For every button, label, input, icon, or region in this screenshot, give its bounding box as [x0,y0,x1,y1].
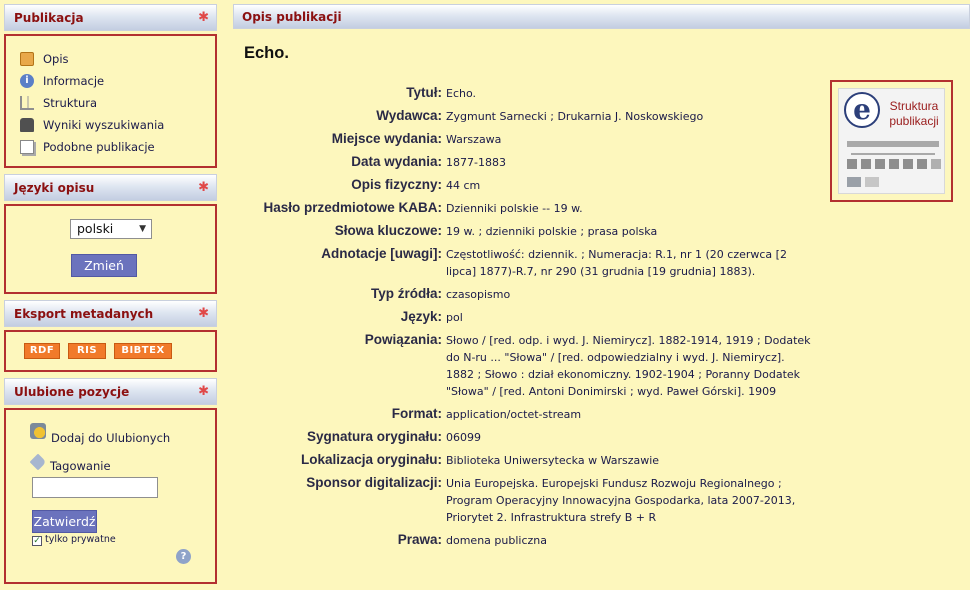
metadata-value: pol [446,311,463,324]
tree-node [875,159,885,169]
collapse-star-icon[interactable]: ✱ [198,306,209,321]
metadata-row [245,130,825,148]
eksport-title: Eksport metadanych [14,307,154,321]
menu-item-label: Struktura [43,96,98,110]
metadata-value: Dzienniki polskie -- 19 w. [446,202,583,215]
metadata-row [245,222,825,240]
menu-item-label: Podobne publikacje [43,140,155,154]
menu-item-wyniki[interactable] [20,114,215,136]
metadata-label: Słowa kluczowe: [334,223,442,238]
collapse-star-icon[interactable]: ✱ [198,180,209,195]
tag-icon [30,454,47,471]
menu-item-label: Opis [43,52,69,66]
metadata-value: 44 cm [446,179,481,192]
add-to-favorites-link[interactable]: Dodaj do Ulubionych [51,431,171,445]
e-logo-icon: e [844,92,880,128]
metadata-row [245,451,825,469]
publikacja-panel [4,34,217,168]
metadata-value: Częstotliwość: dziennik. ; Numeracja: R.1, nr 1 (20 czerwca [2 lipca] 1877)-R.7, nr 290 (31 grudnia [19 grudnia] 1883). [446,248,787,278]
menu-item-label: Wyniki wyszukiwania [43,118,165,132]
structure-icon [20,96,34,110]
ulubione-title: Ulubione pozycje [14,385,130,399]
metadata-value: Unia Europejska. Europejski Fundusz Rozwoju Regionalnego ; Program Operacyjny Innowacyjna Gospodarka, lata 2007-2013, Priorytet 2. Infrastruktura strefy B + R [446,477,796,524]
metadata-value: Słowo / [red. odp. i wyd. J. Niemirycz]. 1882-1914, 1919 ; Dodatek do N-ru ... "Słowa" / [red. odpowiedzialny i wyd. J. Niemirycz]. 1882 ; Słowo : dział ekonomiczny. 1902-1904 ; Poranny Dodatek "Słowa" / [red. Antoni Donimirski ; wyd. Paweł Górski]. 1909 [446,334,811,398]
jezyki-panel [4,204,217,294]
metadata-value: 1877-1883 [446,156,506,169]
export-rdf-button[interactable]: RDF [24,343,60,359]
metadata-row [245,474,825,526]
submit-tag-button[interactable]: Zatwierdź [32,510,97,533]
tree-node [889,159,899,169]
metadata-value: Warszawa [446,133,502,146]
ulubione-header[interactable] [4,378,217,405]
metadata-row [245,531,825,549]
metadata-value: domena publiczna [446,534,547,547]
main-header-title: Opis publikacji [242,10,342,24]
metadata-value: 06099 [446,431,481,444]
metadata-row [245,428,825,446]
menu-item-podobne[interactable] [20,136,215,158]
publikacja-header[interactable] [4,4,217,31]
menu-item-struktura[interactable] [20,92,215,114]
metadata-label: Data wydania: [351,154,442,169]
metadata-row [245,153,825,171]
collapse-star-icon[interactable]: ✱ [198,10,209,25]
tree-node [847,159,857,169]
private-label: tylko prywatne [45,534,116,545]
menu-item-opis[interactable] [20,48,215,70]
metadata-label: Opis fizyczny: [351,177,442,192]
metadata-row [245,405,825,423]
add-favorite-icon [30,423,46,439]
menu-item-informacje[interactable] [20,70,215,92]
metadata-row [245,176,825,194]
metadata-value: Biblioteka Uniwersytecka w Warszawie [446,454,660,467]
binoculars-icon [20,118,34,132]
similar-icon [20,140,34,154]
metadata-value: application/octet-stream [446,408,582,421]
tagging-label: Tagowanie [50,459,111,473]
metadata-label: Adnotacje [uwagi]: [321,246,442,261]
metadata-label: Hasło przedmiotowe KABA: [263,200,442,215]
language-selected-value: polski [77,221,114,236]
metadata-label: Miejsce wydania: [331,131,442,146]
eksport-panel [4,330,217,372]
structure-button-label: Struktura publikacji [889,99,939,128]
export-bibtex-button[interactable]: BIBTEX [114,343,172,359]
metadata-list [245,84,825,554]
sidebar [4,4,217,590]
tree-node [931,159,941,169]
structure-button[interactable] [830,80,953,202]
metadata-label: Powiązania: [364,332,442,347]
metadata-row [245,199,825,217]
metadata-value: Echo. [446,87,477,100]
metadata-row [245,285,825,303]
change-language-button[interactable]: Zmień [71,254,137,277]
private-checkbox[interactable]: ✓ [33,536,41,546]
metadata-row [245,245,825,280]
document-icon [20,52,34,66]
metadata-label: Wydawca: [376,108,442,123]
tag-input[interactable] [32,477,158,498]
metadata-row [245,308,825,326]
info-icon: i [20,74,34,88]
ulubione-panel [4,408,217,584]
tree-diagram-icon [847,141,939,147]
metadata-label: Tytuł: [406,85,442,100]
page-title: Echo. [244,44,289,62]
metadata-label: Lokalizacja oryginału: [300,452,442,467]
help-icon[interactable]: ? [176,549,191,564]
tree-node [847,177,861,187]
collapse-star-icon[interactable]: ✱ [198,384,209,399]
metadata-label: Sygnatura oryginału: [306,429,442,444]
menu-item-label: Informacje [43,74,105,88]
metadata-value: czasopismo [446,288,511,301]
tree-branch [851,153,935,155]
metadata-label: Prawa: [397,532,442,547]
tree-node [865,177,879,187]
publikacja-title: Publikacja [14,11,84,25]
eksport-header[interactable] [4,300,217,327]
metadata-label: Format: [391,406,442,421]
tree-node [917,159,927,169]
export-ris-button[interactable]: RIS [68,343,106,359]
metadata-label: Język: [400,309,442,324]
jezyki-header[interactable] [4,174,217,201]
metadata-row [245,107,825,125]
metadata-value: 19 w. ; dzienniki polskie ; prasa polska [446,225,658,238]
chevron-down-icon: ▼ [139,224,146,234]
language-select[interactable] [70,219,152,239]
metadata-label: Sponsor digitalizacji: [306,475,442,490]
metadata-row [245,331,825,400]
jezyki-title: Języki opisu [14,181,95,195]
metadata-label: Typ źródła: [370,286,442,301]
structure-thumbnail [838,88,945,194]
main-header [233,4,970,29]
metadata-row [245,84,825,102]
tree-node [903,159,913,169]
metadata-value: Zygmunt Sarnecki ; Drukarnia J. Noskowskiego [446,110,704,123]
tree-node [861,159,871,169]
